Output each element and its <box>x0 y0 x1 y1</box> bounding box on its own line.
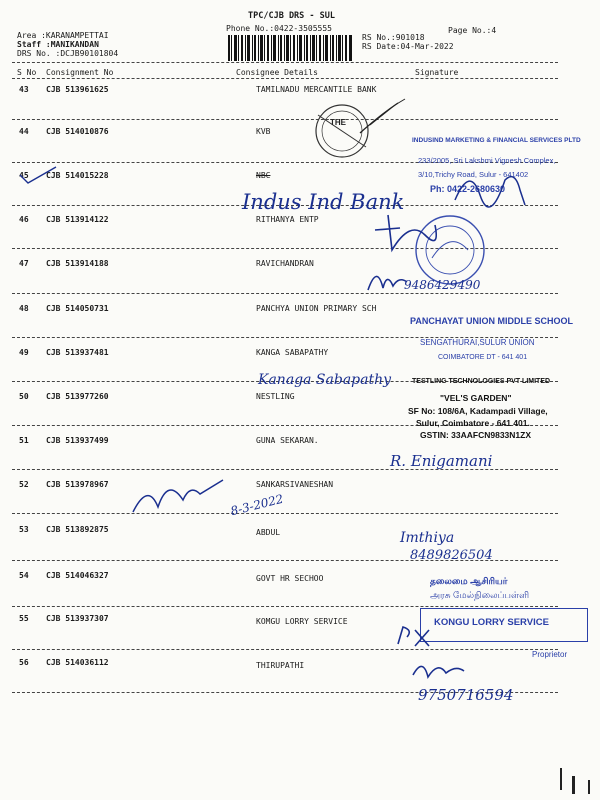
panchayat-stamp-line: SENGATHURAI,SULUR UNION <box>420 338 535 347</box>
row-sno: 44 <box>19 127 29 136</box>
row-consignee: NBC <box>256 171 271 180</box>
handwritten-signature: Imthiya <box>400 530 455 546</box>
col-header-signature: Signature <box>415 68 459 77</box>
row-consignee: THIRUPATHI <box>256 661 305 670</box>
panchayat-stamp-line: PANCHAYAT UNION MIDDLE SCHOOL <box>410 316 574 326</box>
row-divider <box>12 606 558 607</box>
vels-stamp-line: SF No: 108/6A, Kadampadi Village, <box>408 406 548 416</box>
row-sno: 46 <box>19 215 29 224</box>
svg-text:THE: THE <box>330 118 346 127</box>
school-stamp-line: அரசு மேல்நிலைப்பள்ளி <box>430 590 530 600</box>
handwritten-phone: 9750716594 <box>418 686 514 704</box>
row-consignment: CJB 513892875 <box>46 525 109 534</box>
row-divider <box>12 119 558 120</box>
row-sno: 43 <box>19 85 29 94</box>
row-consignee: KANGA SABAPATHY <box>256 348 329 357</box>
row-consignee: KVB <box>256 127 271 136</box>
kongu-stamp-line: KONGU LORRY SERVICE <box>434 617 549 628</box>
row-sno: 48 <box>19 304 29 313</box>
sheet-title: TPC/CJB DRS - SUL <box>248 11 335 21</box>
row-consignment: CJB 513977260 <box>46 392 109 401</box>
row-consignee: KOMGU LORRY SERVICE <box>256 617 348 626</box>
signature-scribble <box>128 472 228 522</box>
row-consignee: PANCHYA UNION PRIMARY SCH <box>256 304 377 313</box>
phone-number: Phone No.:0422-3505555 <box>226 24 332 33</box>
scan-mark <box>588 780 590 794</box>
area-label: Area :KARANAMPETTAI <box>17 31 109 40</box>
row-consignee: NESTLING <box>256 392 295 401</box>
handwritten-indusind: Indus Ind Bank <box>242 190 405 214</box>
row-sno: 53 <box>19 525 29 534</box>
drs-number: DRS No. :DCJB90101804 <box>17 49 119 58</box>
row-consignee: SANKARSIVANESHAN <box>256 480 334 489</box>
row-consignment: CJB 514036112 <box>46 658 109 667</box>
indusind-stamp-line: 233/2005, Sri Lakshmi Vignesh Complex, <box>418 156 556 165</box>
handwritten-kanaga: Kanaga Sabapathy <box>258 372 392 388</box>
row-consignment: CJB 513914188 <box>46 259 109 268</box>
row-consignment: CJB 513937499 <box>46 436 109 445</box>
row-sno: 51 <box>19 436 29 445</box>
barcode-icon <box>228 35 352 61</box>
handwritten-phone: 9486429490 <box>404 278 481 292</box>
row-consignee: GOVT HR SECHOO <box>256 574 324 583</box>
indusind-stamp-line: 3/10,Trichy Road, Sulur - 641402 <box>418 170 529 179</box>
col-header-consignment: Consignment No <box>46 68 114 77</box>
row-consignment: CJB 514050731 <box>46 304 109 313</box>
row-sno: 47 <box>19 259 29 268</box>
row-consignment: CJB 513978967 <box>46 480 109 489</box>
row-sno: 45 <box>19 171 29 180</box>
header-rule <box>12 78 558 79</box>
row-consignment: CJB 513937481 <box>46 348 109 357</box>
kongu-stamp-line: Proprietor <box>532 650 568 659</box>
check-mark-icon <box>18 165 58 185</box>
indusind-stamp-line: INDUSIND MARKETING & FINANCIAL SERVICES PLTD <box>412 137 581 144</box>
row-consignment: CJB 513914122 <box>46 215 109 224</box>
header-rule <box>12 62 558 63</box>
signature-scribble <box>370 210 440 255</box>
staff-label: Staff :MANIKANDAN <box>17 40 99 49</box>
row-consignment: CJB 514015228 <box>46 171 109 180</box>
row-sno: 55 <box>19 614 29 623</box>
row-consignment: CJB 514046327 <box>46 571 109 580</box>
row-sno: 52 <box>19 480 29 489</box>
vels-stamp-line: Sulur, Coimbatore - 641 401. <box>416 418 530 428</box>
indusind-stamp-line: Ph: 0422-2680630 <box>430 184 506 194</box>
row-consignment: CJB 513961625 <box>46 85 109 94</box>
row-consignment: CJB 514010876 <box>46 127 109 136</box>
row-consignee: RITHANYA ENTP <box>256 215 319 224</box>
handwritten-signature: R. Enigamani <box>390 452 493 470</box>
row-sno: 54 <box>19 571 29 580</box>
row-sno: 50 <box>19 392 29 401</box>
row-consignee: TAMILNADU MERCANTILE BANK <box>256 85 377 94</box>
row-consignee: RAVICHANDRAN <box>256 259 314 268</box>
panchayat-stamp-line: COIMBATORE DT - 641 401 <box>438 354 528 361</box>
scan-mark <box>560 768 562 790</box>
row-sno: 56 <box>19 658 29 667</box>
row-consignment: CJB 513937307 <box>46 614 109 623</box>
row-divider <box>12 293 558 294</box>
bank-seal-icon <box>300 95 410 165</box>
rs-number: RS No.:901018 <box>362 33 425 42</box>
school-stamp-line: தலைமை ஆசிரியர் <box>430 576 508 586</box>
col-header-consignee: Consignee Details <box>236 68 318 77</box>
scan-mark <box>572 776 575 794</box>
signature-scribble <box>395 622 435 652</box>
vels-stamp-line: "VEL'S GARDEN" <box>440 393 512 403</box>
row-consignee: ABDUL <box>256 528 281 537</box>
signature-scribble <box>450 160 530 215</box>
vels-stamp-line: GSTIN: 33AAFCN9833N1ZX <box>420 430 532 440</box>
row-divider <box>12 513 558 514</box>
vels-stamp-line: TESTLING TECHNOLOGIES PVT LIMITED <box>412 378 551 385</box>
row-consignee: GUNA SEKARAN. <box>256 436 319 445</box>
row-sno: 49 <box>19 348 29 357</box>
signature-scribble <box>408 655 468 685</box>
handwritten-date: 8-3-2022 <box>229 491 285 519</box>
rs-date: RS Date:04-Mar-2022 <box>362 42 454 51</box>
col-header-sno: S No <box>17 68 37 77</box>
row-divider <box>12 649 558 650</box>
handwritten-phone: 8489826504 <box>410 548 493 563</box>
page-number: Page No.:4 <box>448 26 497 35</box>
